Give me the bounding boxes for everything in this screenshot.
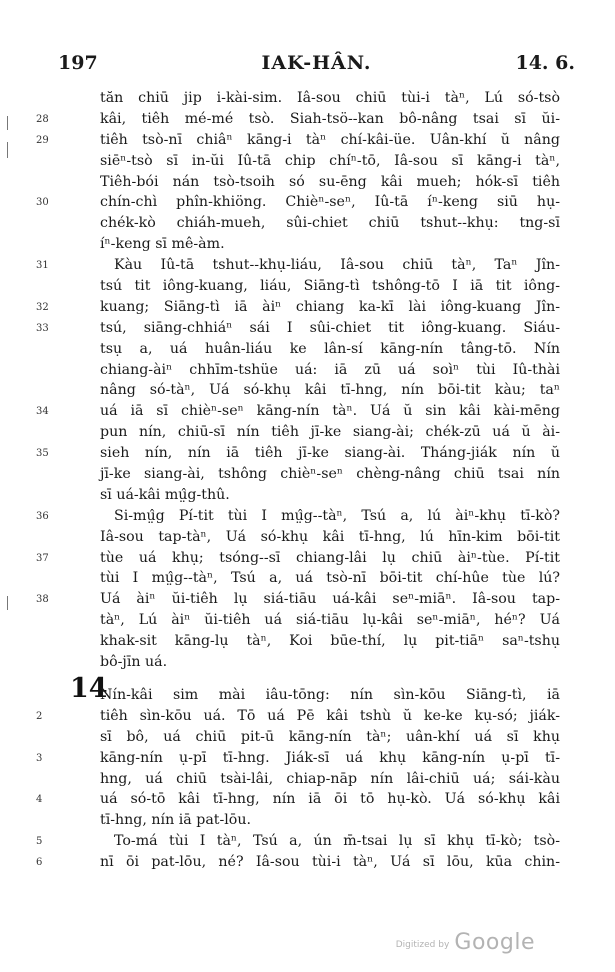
text-line (38, 172, 560, 193)
text-line (38, 276, 560, 297)
line-text: kāng-nín ụ-pī tī-hng. Jiák-sī uá khụ kāng-nín ụ-pī tī- (100, 749, 560, 766)
text-line (38, 789, 560, 810)
text-line (38, 485, 560, 506)
text-line (38, 255, 560, 276)
line-text: chiang-àiⁿ chhīm-tshüe uá: iā zū uá soìⁿ tùi Iû-thài (100, 361, 560, 378)
text-line (38, 652, 560, 673)
line-text: siēⁿ-tsò sī in-ŭi Iû-tā chip chíⁿ-tō, Iâ-sou sī kāng-i tàⁿ, (100, 152, 560, 169)
line-text: tăn chiū jip i-kài-sim. Iâ-sou chiū tùi-i tàⁿ, Lú só-tsò (100, 90, 560, 106)
verse-number: 5 (36, 836, 43, 848)
verse-number: 32 (36, 301, 49, 313)
watermark-caption: Digitized by (395, 940, 450, 950)
verse-number: 2 (36, 710, 43, 722)
page-body (38, 88, 560, 873)
line-text: tùe uá khụ; tsóng--sī chiang-lâi lụ chiū àiⁿ-tùe. Pí-tit (100, 549, 560, 566)
text-line (38, 360, 560, 381)
text-line (38, 610, 560, 631)
line-text: tàⁿ, Lú àiⁿ ŭi-tiêh uá siá-tiāu lụ-kâi seⁿ-miāⁿ, héⁿ? Uá (100, 612, 560, 629)
text-line (38, 339, 560, 360)
line-text: sī uá-kâi mṳ̂g-thû. (100, 486, 230, 503)
text-line (38, 568, 560, 589)
text-line (38, 506, 560, 527)
line-text: Iâ-sou tap-tàⁿ, Uá só-khụ kâi tī-hng, lú hīn-kim bōi-tit (100, 528, 560, 545)
text-line (38, 589, 560, 610)
line-text: tiêh tsò-nī chiâⁿ kāng-i tàⁿ chí-kâi-üe. Uân-khí ŭ nâng (100, 131, 560, 148)
verse-number: 29 (36, 134, 49, 146)
text-line (38, 130, 560, 151)
running-title: IAK-HÂN. (261, 52, 372, 74)
line-text: Tiêh-bói nán tsò-tsoih só su-ēng kâi mueh; hók-sī tiêh (100, 173, 560, 190)
text-line (38, 464, 560, 485)
line-text: tsụ a, uá huân-liáu ke lân-sí kāng-nín tâng-tō. Nín (100, 340, 560, 357)
verse-number: 36 (36, 510, 49, 522)
line-text: chín-chì phîn-khiöng. Chièⁿ-seⁿ, Iû-tā íⁿ-keng siū hụ- (100, 194, 560, 211)
text-line (38, 810, 560, 831)
line-text: kâi, tiêh mé-mé tsò. Siah-tsö--kan bô-nâng tsai sī ŭi- (100, 110, 560, 127)
line-text: tùi I mṳ̂g--tàⁿ, Tsú a, uá tsò-nī bōi-tit chí-hûe tùe lú? (100, 570, 560, 587)
verse-number: 6 (36, 857, 43, 869)
section-gap (38, 673, 560, 685)
line-text: íⁿ-keng sī mê-àm. (100, 236, 225, 253)
digitized-watermark (396, 930, 535, 955)
text-line (38, 109, 560, 130)
text-line (38, 769, 560, 790)
verse-number: 33 (36, 322, 49, 334)
text-line (38, 151, 560, 172)
line-text: tsú tit iông-kuang, liáu, Siāng-tì tshông-tō I iā tit iông- (100, 278, 560, 295)
line-text: Nín-kâi sim mài iâu-tōng: nín sìn-kōu Siāng-tì, iā (100, 686, 560, 703)
chapter-number: 14 (70, 672, 108, 704)
text-line (38, 318, 560, 339)
text-line (38, 192, 560, 213)
text-line (38, 380, 560, 401)
chapter-13-text (38, 88, 560, 673)
margin-mark (7, 596, 8, 610)
line-text: tsú, siāng-chhiáⁿ sái I sûi-chiet tit iông-kuang. Siáu- (100, 319, 560, 336)
text-line (38, 852, 560, 873)
text-line (38, 727, 560, 748)
text-line (38, 401, 560, 422)
text-line (38, 831, 560, 852)
line-text: chék-kò chiáh-mueh, sûi-chiet chiū tshut--khụ: tng-sī (100, 215, 560, 232)
line-text: bô-jīn uá. (100, 654, 168, 671)
chapter-14-text (36, 672, 560, 873)
line-text: uá iā sī chièⁿ-seⁿ kāng-nín tàⁿ. Uá ŭ sin kâi kài-mēng (100, 403, 560, 420)
line-text: kuang; Siāng-tì iā àiⁿ chiang ka-kī lài iông-kuang Jîn- (100, 298, 560, 315)
text-line (38, 748, 560, 769)
line-text: Uá àiⁿ ŭi-tiêh lụ siá-tiāu uá-kâi seⁿ-miāⁿ. Iâ-sou tap- (100, 591, 560, 608)
line-text: hng, uá chiū tsài-lâi, chiap-nāp nín lâi-chiū uá; sái-kàu (100, 770, 560, 787)
line-text: sieh nín, nín iā tiêh jī-ke siang-ài. Tháng-jiák nín ŭ (100, 445, 560, 462)
line-text: uá só-tō kâi tī-hng, nín iā ōi tō hụ-kò. Uá só-khụ kâi (100, 791, 560, 808)
verse-number: 38 (36, 594, 49, 606)
line-text: To-má tùi I tàⁿ, Tsú a, ún m̄-tsai lụ sī khụ tī-kò; tsò- (114, 833, 560, 850)
line-text: nī ōi pat-lōu, né? Iâ-sou tùi-i tàⁿ, Uá sī lōu, kūa chin- (100, 854, 560, 871)
verse-number: 28 (36, 113, 49, 125)
margin-mark (7, 116, 8, 130)
line-text: sī bô, uá chiū pit-ū kāng-nín tàⁿ; uân-khí uá sī khụ (100, 728, 560, 745)
text-line (38, 443, 560, 464)
text-line (38, 631, 560, 652)
verse-number: 35 (36, 448, 49, 460)
text-line (38, 88, 560, 109)
margin-mark (7, 142, 8, 158)
verse-number: 37 (36, 552, 49, 564)
text-line (38, 422, 560, 443)
chapter-verse-reference: 14. 6. (515, 52, 575, 74)
line-text: nâng só-tàⁿ, Uá só-khụ kâi tī-hng, nín bōi-tit kàu; taⁿ (100, 382, 560, 399)
line-text: tiêh sìn-kōu uá. Tō uá Pē kâi tshù ŭ ke-ke kụ-só; jiák- (100, 707, 560, 724)
text-line (38, 548, 560, 569)
verse-number: 4 (36, 794, 43, 806)
google-logo-text: Google (454, 930, 535, 955)
page-number: 197 (58, 52, 98, 74)
text-line (38, 706, 560, 727)
text-line (38, 685, 560, 706)
line-text: khak-sit kāng-lụ tàⁿ, Koi būe-thí, lụ pit-tiāⁿ saⁿ-tshụ (100, 633, 560, 650)
text-line (38, 297, 560, 318)
running-header (58, 46, 575, 76)
line-text: pun nín, chiū-sī nín tiêh jī-ke siang-ài; chék-zū uá ŭ ài- (100, 424, 560, 441)
line-text: Kàu Iû-tā tshut--khụ-liáu, Iâ-sou chiū tàⁿ, Taⁿ Jîn- (114, 257, 560, 274)
text-line (38, 527, 560, 548)
line-text: jī-ke siang-ài, tshông chièⁿ-seⁿ chèng-nâng chiū tsai nín (100, 466, 560, 483)
text-line (38, 213, 560, 234)
line-text: tī-hng, nín iā pat-lōu. (100, 812, 251, 829)
verse-number: 31 (36, 260, 49, 272)
verse-number: 3 (36, 752, 43, 764)
line-text: Si-mṳ̂g Pí-tit tùi I mṳ̂g--tàⁿ, Tsú a, lú àiⁿ-khụ tī-kò? (114, 507, 560, 524)
verse-number: 30 (36, 197, 49, 209)
text-line (38, 234, 560, 255)
verse-number: 34 (36, 406, 49, 418)
